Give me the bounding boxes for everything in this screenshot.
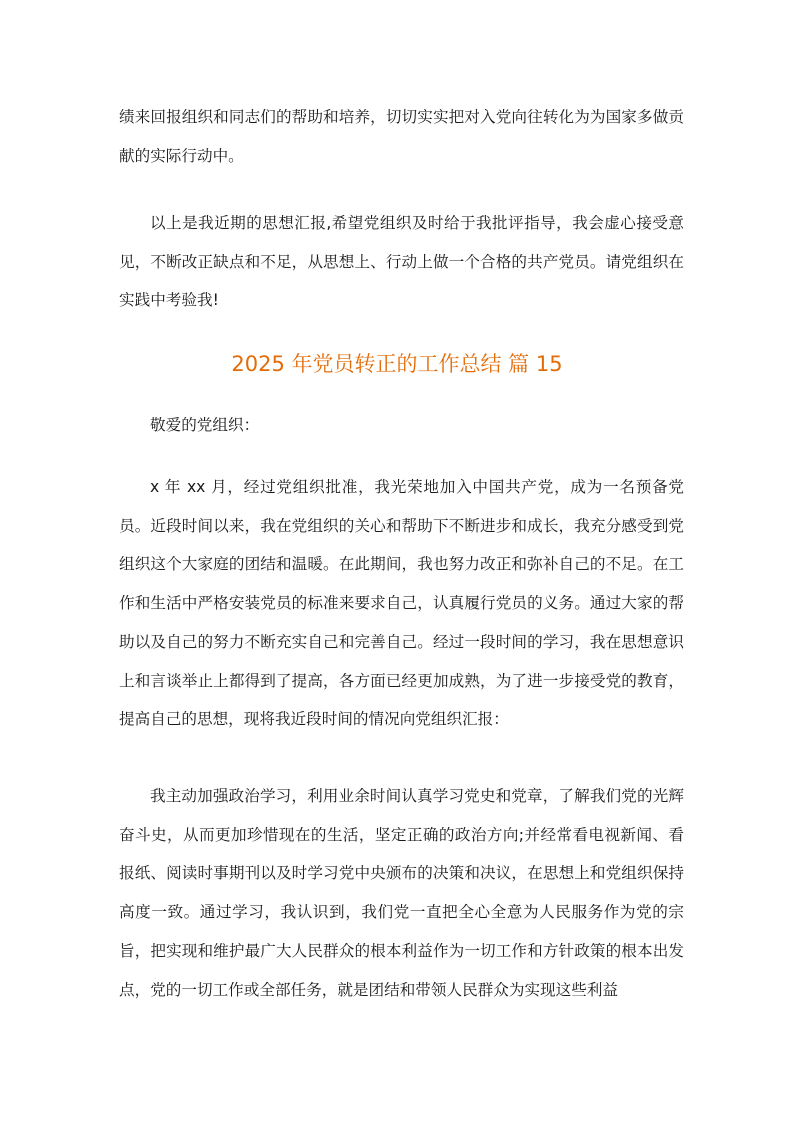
paragraph-political-study: 我主动加强政治学习，利用业余时间认真学习党史和党章，了解我们党的光辉奋斗史，从而更加珍惜现在的生活，坚定正确的政治方向;并经常看电视新闻、看报纸、阅读时事期刊以及时学习党中央颁布的决策和决议，在思想上和党组织保持高度一致。通过学习，我认识到，我们党一直把全心全意为人民服务作为党的宗旨，把实现和维护最广大人民群众的根本利益作为一切工作和方针政策的根本出发点，党的一切工作或全部任务，就是团结和带领人民群众为实现这些利益 xyxy=(119,787,684,999)
paragraph-introduction: x 年 xx 月，经过党组织批准，我光荣地加入中国共产党，成为一名预备党员。近段时间以来，我在党组织的关心和帮助下不断进步和成长，我充分感受到党组织这个大家庭的团结和温暖。在此期间，我也努力改正和弥补自己的不足。在工作和生活中严格安装党员的标准来要求自己，认真履行党员的义务。通过大家的帮助以及自己的努力不断充实自己和完善自己。经过一段时间的学习，我在思想意识上和言谈举止上都得到了提高，各方面已经更加成熟，为了进一步接受党的教育，提高自己的思想，现将我近段时间的情况向党组织汇报： xyxy=(119,478,684,729)
paragraph-closing-request: 以上是我近期的思想汇报,希望党组织及时给于我批评指导，我会虚心接受意见，不断改正缺点和不足，从思想上、行动上做一个合格的共产党员。请党组织在实践中考验我! xyxy=(119,214,684,310)
paragraph-closing-continuation: 绩来回报组织和同志们的帮助和培养，切切实实把对入党向往转化为为国家多做贡献的实际行动中。 xyxy=(119,108,684,165)
section-title: 2025 年党员转正的工作总结 篇 15 xyxy=(231,352,563,376)
salutation: 敬爱的党组织： xyxy=(150,416,260,434)
